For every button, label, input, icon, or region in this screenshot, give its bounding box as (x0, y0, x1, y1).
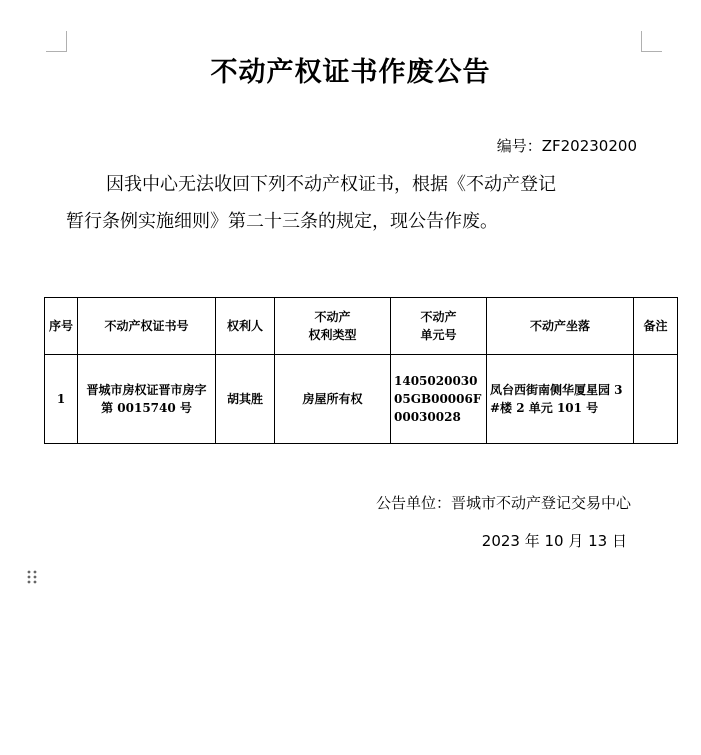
drag-handle-icon[interactable] (26, 569, 38, 585)
header-location: 不动产坐落 (487, 298, 634, 355)
paragraph-line-1: 因我中心无法收回下列不动产权证书，根据《不动产登记 (106, 174, 556, 195)
header-right-type: 不动产 权利类型 (275, 298, 391, 355)
cell-remark (634, 355, 678, 444)
document-number: 编号：ZF20230200 (496, 137, 637, 155)
cell-right-type: 房屋所有权 (275, 355, 391, 444)
cell-location: 凤台西街南侧华厦星园 3#楼 2 单元 101 号 (487, 355, 634, 444)
header-holder: 权利人 (216, 298, 275, 355)
header-unit-no: 不动产 单元号 (391, 298, 487, 355)
header-cert-no: 不动产权证书号 (78, 298, 216, 355)
cell-unit-no: 140502003005GB00006F00030028 (391, 355, 487, 444)
table-row (45, 355, 678, 444)
cell-seq: 1 (45, 355, 78, 444)
cell-cert-no: 晋城市房权证晋市房字第 0015740 号 (78, 355, 216, 444)
document-title: 不动产权证书作废公告 (210, 57, 491, 88)
issuing-unit: 公告单位：晋城市不动产登记交易中心 (375, 494, 631, 512)
cell-holder: 胡其胜 (216, 355, 275, 444)
certificate-table (44, 297, 678, 444)
page-corner-mark-top-right (641, 31, 662, 52)
table-header-row (45, 298, 678, 355)
paragraph-line-2: 暂行条例实施细则》第二十三条的规定，现公告作废。 (66, 211, 498, 232)
page-corner-mark-top-left (46, 31, 67, 52)
issue-date: 2023 年 10 月 13 日 (481, 532, 627, 550)
header-remark: 备注 (634, 298, 678, 355)
header-seq: 序号 (45, 298, 78, 355)
